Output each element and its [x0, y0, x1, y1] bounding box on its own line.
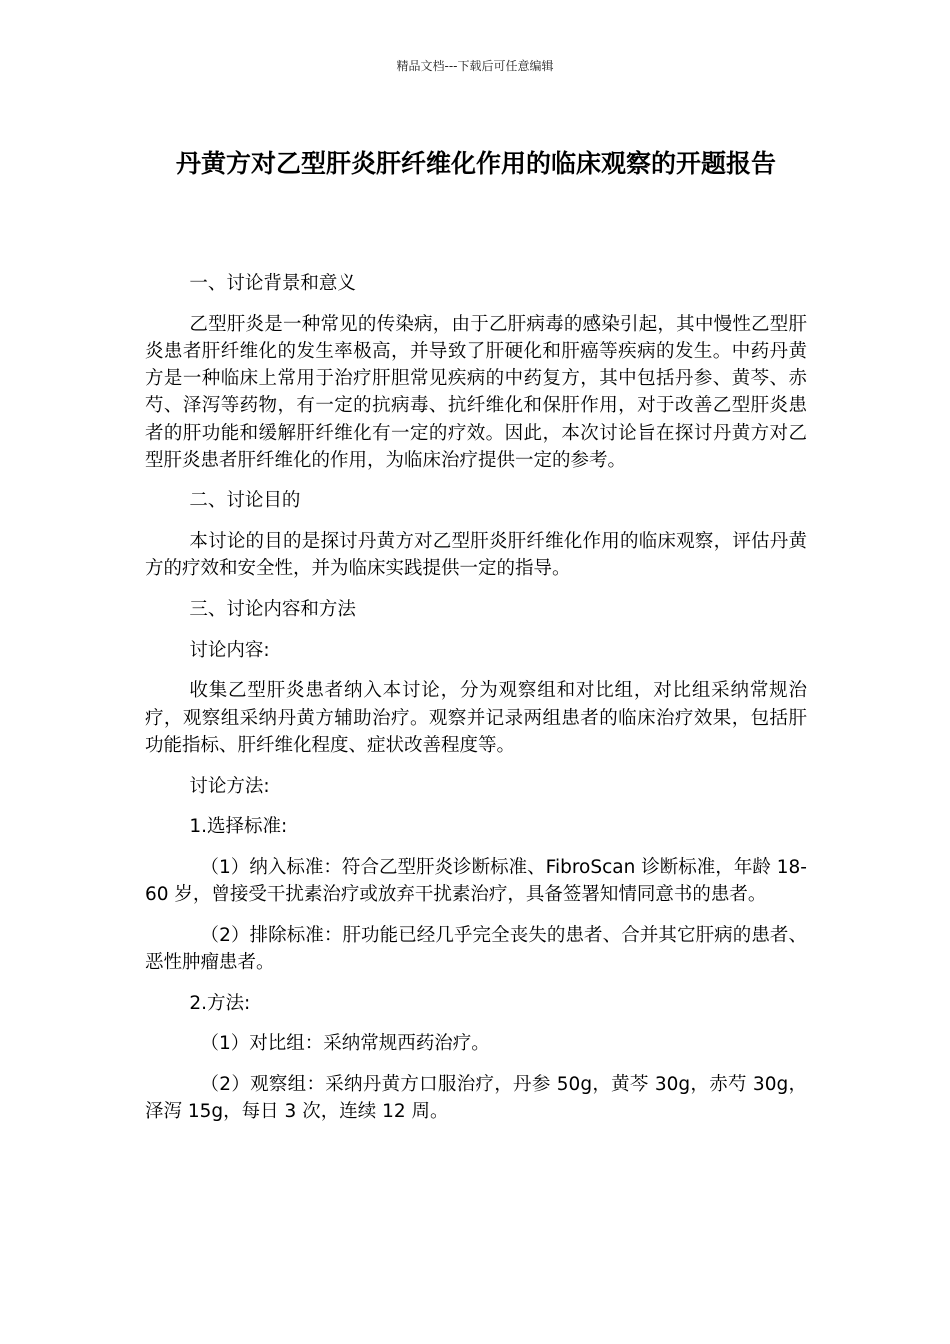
section-heading-content-method: 三、讨论内容和方法	[189, 599, 356, 621]
label-content: 讨论内容:	[189, 639, 270, 661]
inclusion-criteria: （1）纳入标准：符合乙型肝炎诊断标准、FibroScan 诊断标准，年龄 18-60 岁，曾接受干扰素治疗或放弃干扰素治疗，具备签署知情同意书的患者。	[145, 856, 807, 906]
observation-group-method: （2）观察组：采纳丹黄方口服治疗，丹参 50g，黄芩 30g，赤芍 30g，泽泻 15g，每日 3 次，连续 12 周。	[145, 1074, 807, 1123]
exclusion-criteria: （2）排除标准：肝功能已经几乎完全丧失的患者、合并其它肝病的患者、恶性肿瘤患者。	[145, 924, 807, 974]
control-group-method: （1）对比组：采纳常规西药治疗。	[200, 1033, 490, 1055]
section-heading-purpose: 二、讨论目的	[189, 490, 301, 512]
paragraph-content: 收集乙型肝炎患者纳入本讨论，分为观察组和对比组，对比组采纳常规治疗，观察组采纳丹黄方辅助治疗。观察并记录两组患者的临床治疗效果，包括肝功能指标、肝纤维化程度、症状改善程度等。	[145, 680, 807, 756]
document-body	[145, 270, 807, 1139]
paragraph-background: 乙型肝炎是一种常见的传染病，由于乙肝病毒的感染引起，其中慢性乙型肝炎患者肝纤维化的发生率极高，并导致了肝硬化和肝癌等疾病的发生。中药丹黄方是一种临床上常用于治疗肝胆常见疾病的中药复方，其中包括丹参、黄芩、赤芍、泽泻等药物，有一定的抗病毒、抗纤维化和保肝作用，对于改善乙型肝炎患者的肝功能和缓解肝纤维化有一定的疗效。因此，本次讨论旨在探讨丹黄方对乙型肝炎患者肝纤维化的作用，为临床治疗提供一定的参考。	[145, 313, 807, 471]
methods-heading: 2.方法:	[189, 992, 251, 1014]
paragraph-purpose: 本讨论的目的是探讨丹黄方对乙型肝炎肝纤维化作用的临床观察，评估丹黄方的疗效和安全性，并为临床实践提供一定的指导。	[145, 531, 807, 580]
section-heading-background: 一、讨论背景和意义	[189, 273, 356, 294]
header-note: 精品文档---下载后可任意编辑	[396, 59, 554, 73]
label-method: 讨论方法:	[189, 775, 270, 797]
criteria-heading: 1.选择标准:	[189, 816, 288, 838]
document-title: 丹黄方对乙型肝炎肝纤维化作用的临床观察的开题报告	[175, 149, 776, 178]
